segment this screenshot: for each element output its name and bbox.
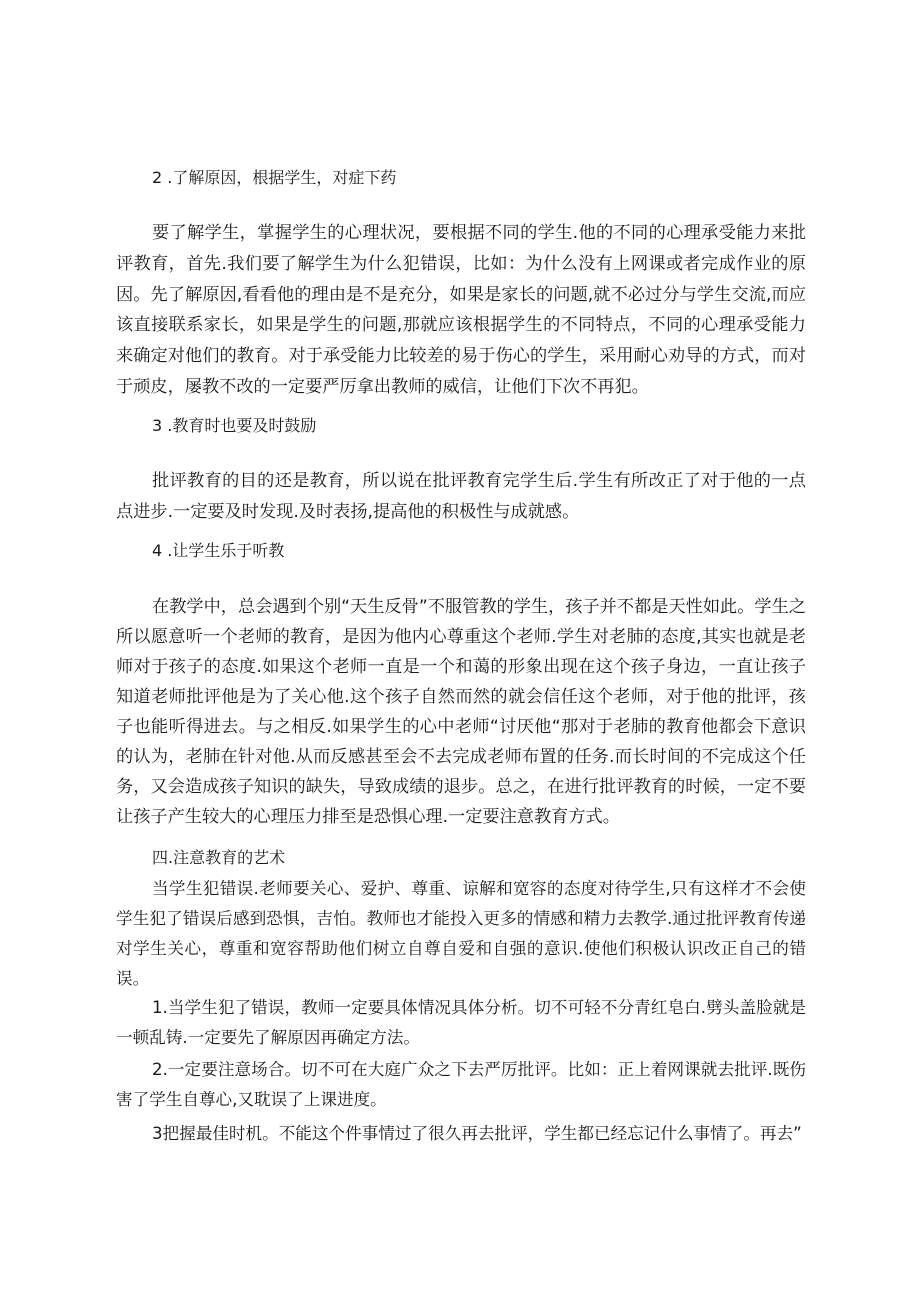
- list-item-3: 3把握最佳时机。不能这个件事情过了很久再去批评，学生都已经忘记什么事情了。再去”: [152, 1124, 802, 1143]
- section-heading-four: 四.注意教育的艺术: [152, 848, 286, 867]
- section-heading-2: 2 .了解原因，根据学生，对症下药: [152, 168, 397, 187]
- paragraph-education-art: 当学生犯错误.老师要关心、爱护、尊重、谅解和宽容的态度对待学生,只有这样才不会使学生犯了错误后感到恐惧，吉怕。教师也才能投入更多的情感和精力去教学.通过批评教育传递对学生关心，尊重和宽容帮助他们树立自尊自爱和自强的意识.使他们积极认识改正自己的错误。: [116, 879, 806, 988]
- section-heading-4: 4 .让学生乐于听教: [152, 541, 285, 560]
- list-item-2: 2.一定要注意场合。切不可在大庭广众之下去严厉批评。比如：正上着网课就去批评.既伤害了学生自尊心,又耽误了上课进度。: [116, 1060, 806, 1109]
- paragraph-encourage: 批评教育的目的还是教育，所以说在批评教育完学生后.学生有所改正了对于他的一点点进步.一定要及时发现.及时表扬,提高他的积极性与成就感。: [116, 471, 806, 522]
- section-heading-3: 3 .教育时也要及时鼓励: [152, 416, 317, 435]
- paragraph-willing-to-listen: 在教学中，总会遇到个别“天生反骨”不服管教的学生，孩子并不都是天性如此。学生之所以愿意听一个老师的教育，是因为他内心尊重这个老师.学生对老肺的态度,其实也就是老师对于孩子的态度.如果这个老师一直是一个和蔼的形象出现在这个孩子身边，一直让孩子知道老师批评他是为了关心他.这个孩子自然而然的就会信任这个老师，对于他的批评，孩子也能听得进去。与之相反.如果学生的心中老师“讨厌他“那对于老肺的教育他都会下意识的认为，老肺在针对他.从而反感甚至会不去完成老师布置的任务.而长时间的不完成这个任务，又会造成孩子知识的缺失，导致成绩的退步。总之，在进行批评教育的时候，一定不要让孩子产生较大的心理压力排至是恐惧心理.一定要注意教育方式。: [116, 597, 806, 827]
- paragraph-understand-causes: 要了解学生，掌握学生的心理状况，要根据不同的学生.他的不同的心理承受能力来批评教育，首先.我们要了解学生为什么犯错误，比如：为什么没有上网课或者完成作业的原因。先了解原因,看看他的理由是不是充分，如果是家长的问题,就不必过分与学生交流,而应该直接联系家长，如果是学生的问题,那就应该根据学生的不同特点，不同的心理承受能力来确定对他们的教育。对于承受能力比较差的易于伤心的学生，采用耐心劝导的方式，而对于顽皮，屡教不改的一定要严厉拿出教师的威信，让他们下次不再犯。: [116, 223, 806, 397]
- list-item-1: 1.当学生犯了错误，教师一定要具体情况具体分析。切不可轻不分青红皂白.劈头盖脸就是一顿乱铸.一定要先了解原因再确定方法。: [116, 998, 806, 1047]
